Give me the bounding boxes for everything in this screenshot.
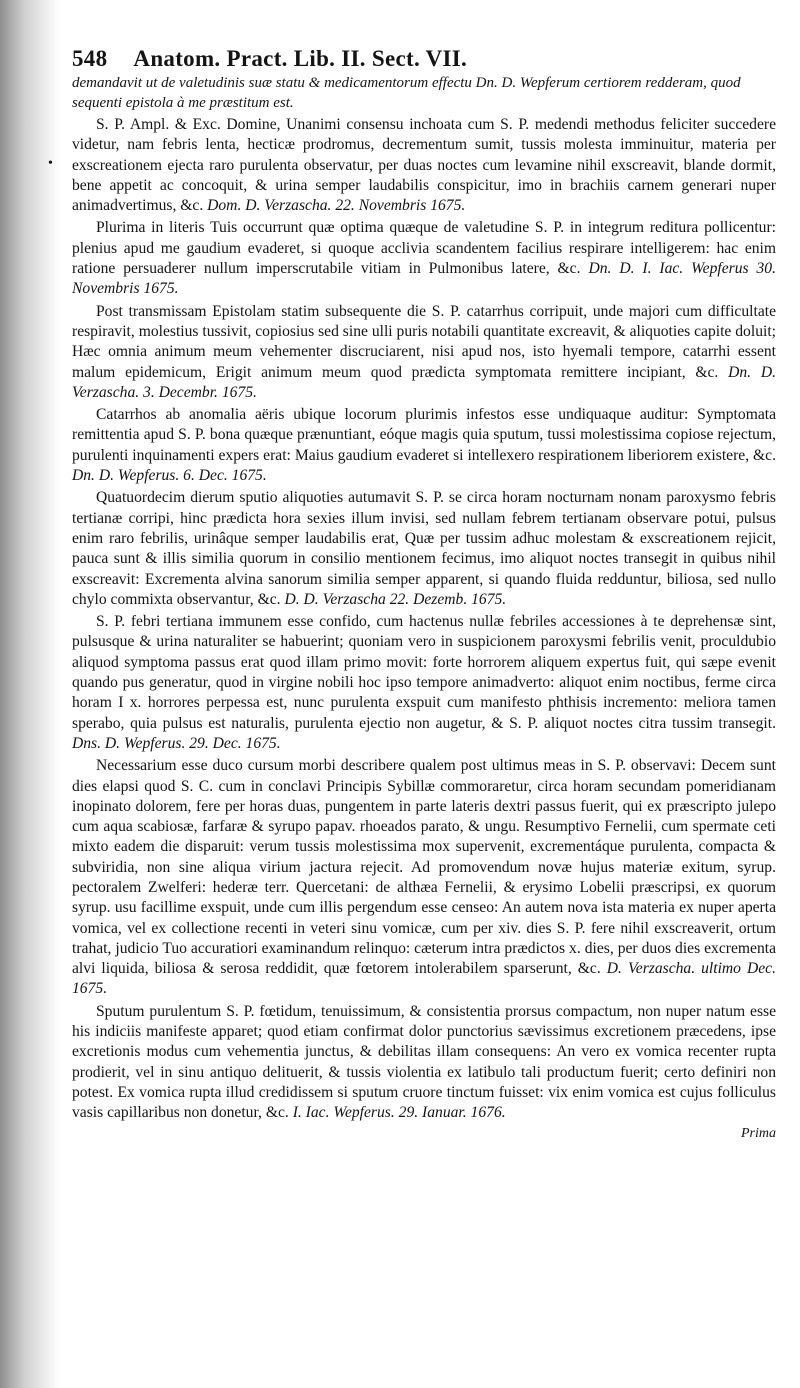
catchword: Prima [741,1125,776,1141]
letter-signature: Dn. D. Wepferus. 6. Dec. 1675. [72,467,267,485]
letter-signature: D. D. Verzascha 22. Dezemb. 1675. [284,590,507,608]
letter-paragraph [72,115,776,216]
letter-paragraph [72,405,776,486]
paragraph-text: S. P. febri tertiana immunem esse confido, cum hactenus nullæ febriles accessiones à te deprehensæ sint, pulsusque & urina naturaliter se habuerint; quoniam vero in suspicionem paroxysmi febrilis venit, proculdubio aliquod symptoma passus erat quod illam primo movit: forte horrorem aliquem expertus fuit, qui sæpe evenit quando pus generatur, quod in virgine nobili hoc ipso tempore animadverto: aliquot enim noctibus, ferme circa horam I x. horrores perpessa est, nunc purulenta exspuit cum manifesto phthisis incremento: meliora tamen sperabo, quia pulsus est naturalis, purulenta ejectio non augetur, & S. P. aliquot noctes citra tussim transegit. [72,613,776,732]
intro-paragraph: demandavit ut de valetudinis suæ statu & medicamentorum effectu Dn. D. Wepferum certiorem redderam, quod sequenti epistola à me præstitum est. [72,75,741,111]
page-number: 548 [72,46,108,71]
running-header [72,46,776,72]
letters-body [72,115,776,1124]
paragraph-text: Quatuordecim dierum sputio aliquoties autumavit S. P. se circa horam nocturnam nonam paroxysmo febris tertianæ corripi, hinc prædicta hora sexies illum invisi, sed nullam febrem tertianam observare potui, pulsus enim raro febrilis, urinâque semper laudabilis erat, Quæ per tussim adhuc molestam & exscreationem rejicit, pauca sunt & illis similia quorum in consilio mentionem fecimus, imo aliquot noctes transegit in quibus nihil exscreavit: Excrementa alvina sanorum similia semper apparent, si quando fluida redduntur, biliosa, sed nullo chylo commixta observantur, &c. [72,489,776,608]
paragraph-text: S. P. Ampl. & Exc. Domine, Unanimi consensu inchoata cum S. P. medendi methodus feliciter succedere videtur, nam febris lenta, hecticæ prodromus, decrementum sumit, tussis molesta imminuitur, materia per exscreationem ejecta raro purulenta observatur, per duas noctes cum levamine nihil exscreavit, blande dormit, bene appetit ac concoquit, & urina semper laudabilis conspicitur, imo in brachiis carnem generari nuper animadvertimus, &c. [72,116,776,215]
letter-signature: D. Verzascha. ultimo Dec. 1675. [72,960,777,998]
letter-signature: Dom. D. Verzascha. 22. Novembris 1675. [207,197,466,215]
page-gutter-shadow [0,0,60,1388]
letter-signature: Dn. D. Verzascha. 3. Decembr. 1675. [72,363,776,401]
letter-signature: I. Iac. Wepferus. 29. Ianuar. 1676. [292,1104,506,1122]
paragraph-text: Necessarium esse duco cursum morbi describere qualem post ultimus meas in S. P. observavi: Decem sunt dies elapsi quod S. C. cum in conclavi Principis Sybillæ commoraretur, circa horam secundam pomeridianam inopinato dolorem, fere per horas duas, pungentem in parte lateris dextri passus fuerit, qui ex præscripto julepo cum aqua scabiosæ, farfaræ & syrupo papav. rhoeados parato, & ungu. Resumptivo Fernelii, cum spermate ceti mixto eadem die disparuit: verum tussis molestissima mox supervenit, excrementáque purulenta, compacta & subviridia, non sine aliqua virium jactura rejecit. Ad promovendum novæ hujus materiæ exitum, syrup. pectoralem Zwelferi: hederæ terr. Quercetani: de althæa Fernelii, & erysimo Lobelii præscripsi, ex quorum syrup. usu facillime exspuit, unde cum illis pergendum esse censeo: An autem nova ista materia ex nuper aperta vomica, vel ex collectione recenti in veteri sinu vomicæ, cum per xiv. dies S. P. fere nihil exscreaverit, ortum trahat, judicio Tuo accuratiori examinandum relinquo: cæterum intra prædictos x. dies, per duos dies excrementa alvi liquida, biliosa & serosa reddidit, quæ fœtorem intolerabilem sparserunt, &c. [72,757,776,978]
paragraph-text: Post transmissam Epistolam statim subsequente die S. P. catarrhus corripuit, unde majori cum difficultate respiravit, molestius tussivit, copiosius sed sine ulli puris notabili quantitate excreavit, & aliquoties capite doluit; Hæc omnia animum meum vehementer discruciarent, nisi apud nos, isto hyemali tempore, catarrhi essent malum epidemicum, Erigit animum meum quod prædicta symptomata remittere incipiant, &c. [72,302,776,381]
paragraph-text: Catarrhos ab anomalia aëris ubique locorum plurimis infestos esse undiquaque auditur: Symptomata remittentia apud S. P. bona quæque prænuntiant, eóque magis quia sputum, tussi molestissima copiose rejectum, purulenti inquinamenti expers erat: Maius gaudium evaderet si intellexero respirationem liberiorem existere, &c. [72,406,776,464]
letter-signature: Dn. D. I. Iac. Wepferus 30. Novembris 1675. [72,260,777,298]
letter-paragraph [72,1002,776,1124]
letter-paragraph [72,302,776,403]
paragraph-text: Plurima in literis Tuis occurrunt quæ optima quæque de valetudine S. P. in integrum reditura pollicentur: plenius apud me gaudium evaderet, si quoque acclivia scandentem facilius respirare intelligerem: hac enim ratione persuaderer nullum imperscrutabile vitiam in Pulmonibus latere, &c. [72,219,776,278]
letter-paragraph [72,612,776,754]
paragraph-text: Sputum purulentum S. P. fœtidum, tenuissimum, & consistentia prorsus compactum, non nuper natum esse his indiciis manifeste apparet; quod etiam confirmat dolor punctorius sævissimus excretionem præcedens, ipse excretionis modus cum vehementia junctus, & debilitas illam consequens: An vero ex vomica recenter rupta prodierit, vel in sinu antiquo delituerit, & tussis violentia ex latibulo tali productum fuerit; certo definiri non potest. Ex vomica rupta illud credidissem si sputum cruore tinctum fuisset: vix enim vomica est cujus folliculus vasis capillaribus non donetur, &c. [72,1002,776,1122]
letter-paragraph [72,218,776,299]
running-title: Anatom. Pract. Lib. II. Sect. VII. [133,46,468,71]
letter-signature: Dns. D. Wepferus. 29. Dec. 1675. [72,734,281,752]
margin-mark: • [48,156,53,171]
letter-paragraph [72,756,776,1000]
letter-paragraph [72,488,776,610]
